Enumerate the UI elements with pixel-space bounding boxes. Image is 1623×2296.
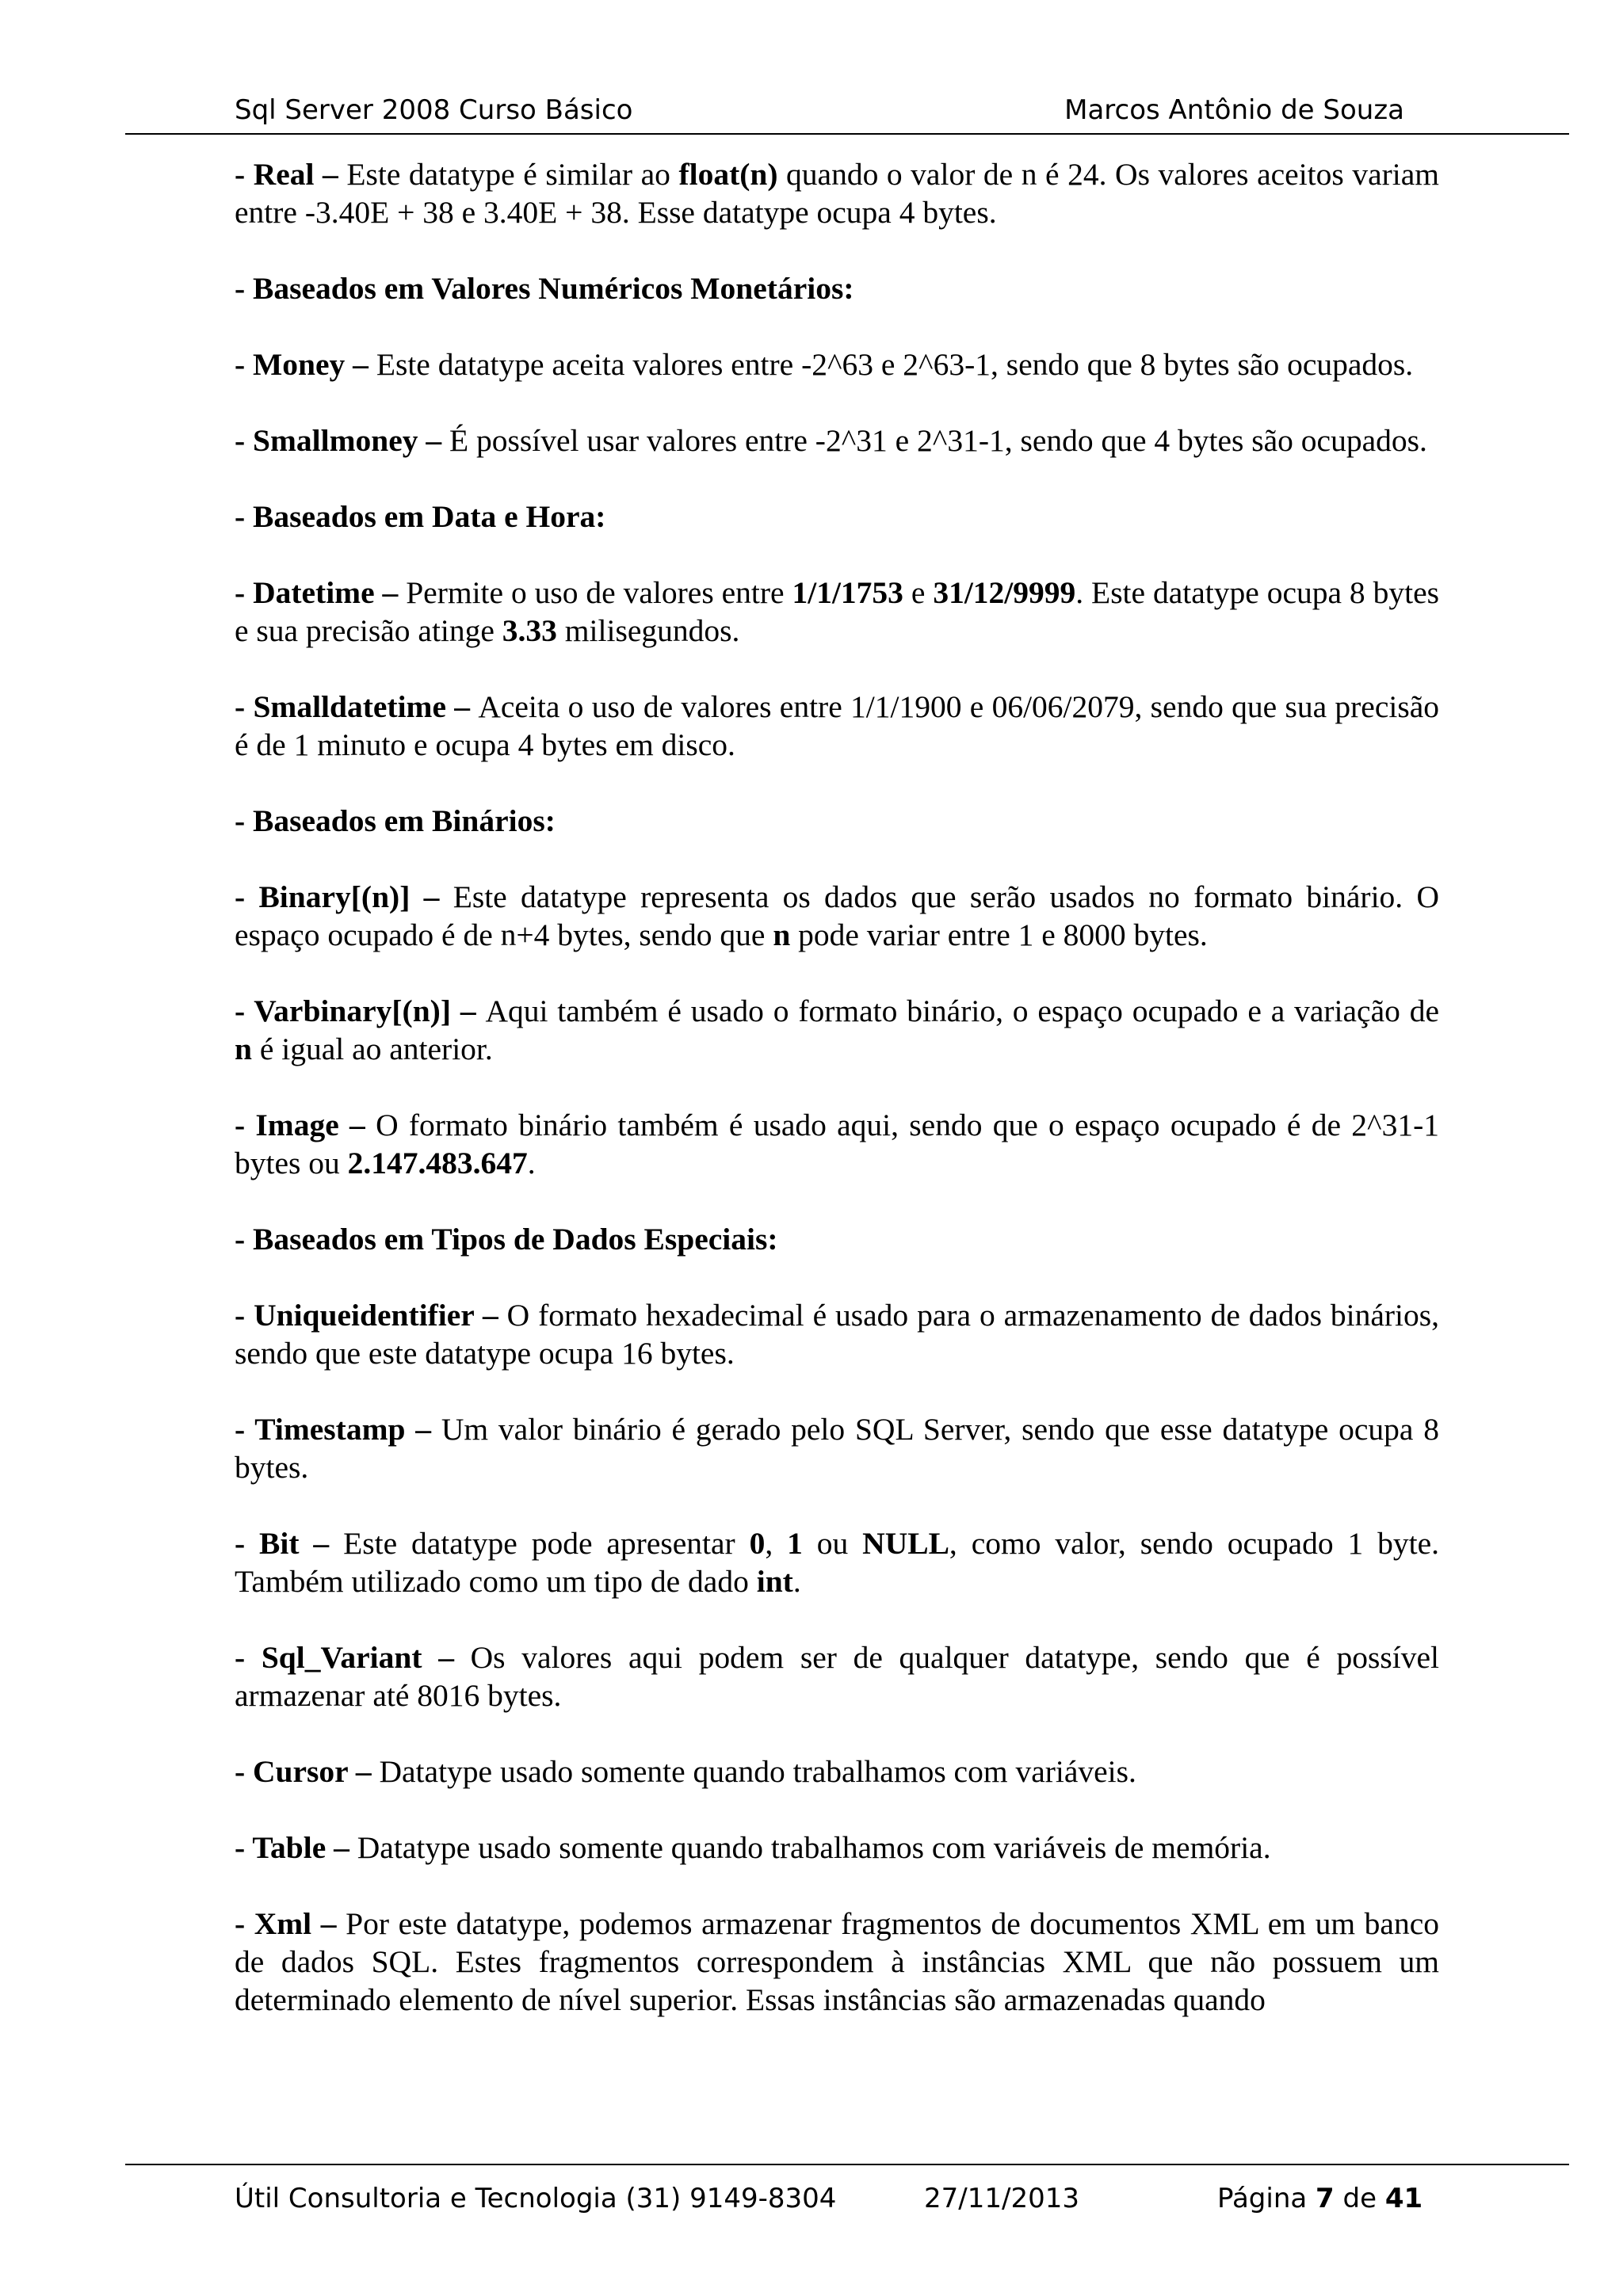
bold-text: - Varbinary[(n)] – bbox=[235, 994, 486, 1028]
bold-text: - Binary[(n)] – bbox=[235, 879, 453, 914]
text-run: Este datatype é similar ao bbox=[346, 157, 679, 192]
paragraph bbox=[235, 878, 1439, 954]
bold-text: - Timestamp – bbox=[235, 1412, 441, 1447]
text-run: O formato hexadecimal é usado para o armazenamento de dados binários, sendo que este datatype ocupa 16 bytes. bbox=[235, 1298, 1439, 1371]
bold-text: - Cursor – bbox=[235, 1754, 380, 1789]
bold-text: - Money – bbox=[235, 347, 376, 382]
text-run: Datatype usado somente quando trabalhamos com variáveis. bbox=[379, 1754, 1136, 1789]
text-run: Aceita o uso de valores entre 1/1/1900 e 06/06/2079, sendo que sua precisão é de 1 minuto e ocupa 4 bytes em disco. bbox=[235, 689, 1439, 762]
text-run: , como valor, sendo ocupado 1 byte. Também utilizado como um tipo de dado bbox=[235, 1526, 1440, 1599]
bold-text: n bbox=[773, 917, 791, 952]
text-run: . Este datatype ocupa 8 bytes e sua precisão atinge bbox=[235, 575, 1439, 648]
text-run: Este datatype representa os dados que serão usados no formato binário. O espaço ocupado é de n+4 bytes, sendo que bbox=[235, 879, 1439, 952]
bold-text: - Smallmoney – bbox=[235, 423, 450, 458]
bold-text: - Smalldatetime – bbox=[235, 689, 479, 724]
text-run: Permite o uso de valores entre bbox=[406, 575, 792, 610]
footer-company: Útil Consultoria e Tecnologia (31) 9149-8304 bbox=[235, 2183, 837, 2214]
page-current: 7 bbox=[1316, 2183, 1335, 2214]
paragraph bbox=[235, 1829, 1439, 1867]
bold-text: 3.33 bbox=[502, 613, 557, 648]
bold-text: n bbox=[235, 1032, 252, 1066]
text-run: Os valores aqui podem ser de qualquer datatype, sendo que é possível armazenar até 8016 bytes. bbox=[235, 1640, 1439, 1713]
paragraph bbox=[235, 155, 1439, 231]
text-run: Datatype usado somente quando trabalhamos com variáveis de memória. bbox=[357, 1830, 1271, 1865]
text-run: pode variar entre 1 e 8000 bytes. bbox=[790, 917, 1208, 952]
bold-text: - Baseados em Tipos de Dados Especiais: bbox=[235, 1222, 778, 1257]
bold-text: - Xml – bbox=[235, 1906, 346, 1941]
paragraph bbox=[235, 992, 1439, 1068]
bold-text: 0 bbox=[749, 1526, 766, 1561]
bold-text: - Uniqueidentifier – bbox=[235, 1298, 507, 1333]
bold-text: - Baseados em Valores Numéricos Monetários: bbox=[235, 271, 854, 306]
header-course-title: Sql Server 2008 Curso Básico bbox=[235, 94, 633, 126]
bold-text: - Sql_Variant – bbox=[235, 1640, 471, 1675]
paragraph bbox=[235, 1220, 1439, 1258]
paragraph bbox=[235, 498, 1439, 536]
text-run: e bbox=[903, 575, 934, 610]
bold-text: - Datetime – bbox=[235, 575, 407, 610]
bold-text: - Table – bbox=[235, 1830, 357, 1865]
text-run: Um valor binário é gerado pelo SQL Server, sendo que esse datatype ocupa 8 bytes. bbox=[235, 1412, 1439, 1485]
bold-text: int bbox=[756, 1564, 793, 1599]
footer-rule bbox=[125, 2164, 1569, 2165]
footer-date: 27/11/2013 bbox=[924, 2183, 1079, 2214]
bold-text: - Real – bbox=[235, 157, 347, 192]
page-prefix: Página bbox=[1217, 2183, 1316, 2214]
page-of: de bbox=[1334, 2183, 1385, 2214]
paragraph bbox=[235, 574, 1439, 650]
bold-text: 2.147.483.647 bbox=[347, 1146, 528, 1180]
text-run: O formato binário também é usado aqui, sendo que o espaço ocupado é de 2^31-1 bytes ou bbox=[235, 1108, 1439, 1180]
paragraph bbox=[235, 1638, 1439, 1714]
text-run: . bbox=[527, 1146, 536, 1180]
bold-text: - Baseados em Data e Hora: bbox=[235, 499, 606, 534]
bold-text: - Baseados em Binários: bbox=[235, 803, 556, 838]
text-run: Aqui também é usado o formato binário, o espaço ocupado e a variação de bbox=[485, 994, 1439, 1028]
paragraph bbox=[235, 1296, 1439, 1372]
text-run: , bbox=[765, 1526, 788, 1561]
text-run: é igual ao anterior. bbox=[251, 1032, 493, 1066]
text-run: Este datatype pode apresentar bbox=[343, 1526, 750, 1561]
paragraph bbox=[235, 421, 1439, 460]
page-total: 41 bbox=[1384, 2183, 1423, 2214]
paragraph bbox=[235, 1106, 1439, 1182]
paragraph bbox=[235, 1905, 1439, 2019]
text-run: ou bbox=[802, 1526, 863, 1561]
bold-text: 1 bbox=[787, 1526, 803, 1561]
text-run: Este datatype aceita valores entre -2^63 e 2^63-1, sendo que 8 bytes são ocupados. bbox=[376, 347, 1414, 382]
bold-text: 1/1/1753 bbox=[792, 575, 903, 610]
paragraph bbox=[235, 269, 1439, 307]
header-author: Marcos Antônio de Souza bbox=[1064, 94, 1404, 126]
text-run: É possível usar valores entre -2^31 e 2^31-1, sendo que 4 bytes são ocupados. bbox=[449, 423, 1427, 458]
paragraph bbox=[235, 688, 1439, 764]
bold-text: 31/12/9999 bbox=[933, 575, 1076, 610]
bold-text: NULL bbox=[862, 1526, 949, 1561]
text-run: . bbox=[792, 1564, 801, 1599]
paragraph bbox=[235, 1410, 1439, 1486]
text-run: quando o valor de n é 24. Os valores aceitos variam entre -3.40E + 38 e 3.40E + 38. Esse datatype ocupa 4 bytes. bbox=[235, 157, 1439, 230]
footer-page-number bbox=[1217, 2185, 1423, 2212]
bold-text: - Image – bbox=[235, 1108, 376, 1142]
bold-text: float(n) bbox=[678, 157, 778, 192]
bold-text: - Bit – bbox=[235, 1526, 344, 1561]
paragraph bbox=[235, 1753, 1439, 1791]
paragraph bbox=[235, 1524, 1439, 1600]
paragraph bbox=[235, 345, 1439, 383]
text-run: Por este datatype, podemos armazenar fragmentos de documentos XML em um banco de dados SQL. Estes fragmentos correspondem à instâncias XML que não possuem um determinado elemento de nível superior. Essas instâncias são armazenadas quando bbox=[235, 1906, 1439, 2017]
header-rule bbox=[125, 133, 1569, 135]
page-body bbox=[235, 155, 1439, 2019]
text-run: milisegundos. bbox=[556, 613, 740, 648]
paragraph bbox=[235, 802, 1439, 840]
